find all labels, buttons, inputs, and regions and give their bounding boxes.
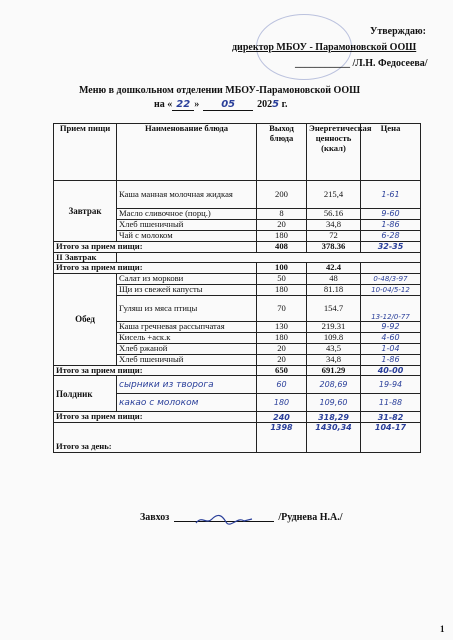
col-header-energy: Энергетическая ценность (ккал) xyxy=(307,124,361,181)
dish-name: Каша гречневая рассыпчатая xyxy=(117,322,257,333)
dish-name: сырники из творога xyxy=(117,376,257,394)
table-row xyxy=(54,274,421,285)
dish-name: Кисель +аск.к xyxy=(117,332,257,343)
dish-price: 9-60 xyxy=(361,209,421,220)
total-label: Итого за прием пищи: xyxy=(54,241,257,252)
dish-energy: 34,8 xyxy=(307,219,361,230)
menu-table xyxy=(53,123,421,453)
handwritten-signature xyxy=(194,513,254,527)
total-label: Итого за прием пищи: xyxy=(54,263,257,274)
date-day: 22 xyxy=(172,99,194,111)
dish-energy: 215,4 xyxy=(307,181,361,209)
total-row-breakfast xyxy=(54,241,421,252)
total-label: Итого за прием пищи: xyxy=(54,412,257,423)
col-header-meal: Прием пищи xyxy=(54,124,117,181)
total-row-lunch xyxy=(54,365,421,376)
dish-name: Каша манная молочная жидкая xyxy=(117,181,257,209)
total-energy: 691.29 xyxy=(307,365,361,376)
day-total-yield: 1398 xyxy=(257,423,307,453)
day-total-price: 104-17 xyxy=(361,423,421,453)
dish-price: 1-04 xyxy=(361,343,421,354)
dish-name: какао с молоком xyxy=(117,394,257,412)
dish-price: 9-92 xyxy=(361,322,421,333)
dish-name: Хлеб ржаной xyxy=(117,343,257,354)
dish-name: Хлеб пшеничный xyxy=(117,219,257,230)
dish-energy: 208,69 xyxy=(307,376,361,394)
dish-energy: 48 xyxy=(307,274,361,285)
dish-name: Салат из моркови xyxy=(117,274,257,285)
col-header-price: Цена xyxy=(361,124,421,181)
dish-price: 11-88 xyxy=(361,394,421,412)
total-price: 40-00 xyxy=(361,365,421,376)
date-year-digit: 5 xyxy=(272,99,280,110)
footer-signature xyxy=(140,512,343,523)
dish-yield: 70 xyxy=(257,296,307,322)
total-energy: 378.36 xyxy=(307,241,361,252)
date-month: 05 xyxy=(203,99,253,111)
meal-label-breakfast: Завтрак xyxy=(54,181,117,242)
dish-yield: 180 xyxy=(257,285,307,296)
dish-yield: 8 xyxy=(257,209,307,220)
dish-energy: 219.31 xyxy=(307,322,361,333)
dish-yield: 180 xyxy=(257,394,307,412)
section-row-second-breakfast xyxy=(54,252,421,263)
total-energy: 318,29 xyxy=(307,412,361,423)
total-yield: 408 xyxy=(257,241,307,252)
approval-signature-line: ___________ /Л.Н. Федосеева/ xyxy=(295,58,428,69)
total-yield: 100 xyxy=(257,263,307,274)
dish-name: Масло сливочное (порц.) xyxy=(117,209,257,220)
col-header-yield: Выход блюда xyxy=(257,124,307,181)
total-row-day xyxy=(54,423,421,453)
meal-label-lunch: Обед xyxy=(54,274,117,365)
dish-energy: 109.8 xyxy=(307,332,361,343)
total-label: Итого за прием пищи: xyxy=(54,365,257,376)
signature-line xyxy=(174,521,274,522)
col-header-dish: Наименование блюда xyxy=(117,124,257,181)
dish-name: Гуляш из мяса птицы xyxy=(117,296,257,322)
dish-yield: 130 xyxy=(257,322,307,333)
dish-energy: 43,5 xyxy=(307,343,361,354)
dish-name: Чай с молоком xyxy=(117,230,257,241)
dish-price: 1-61 xyxy=(361,181,421,209)
dish-price: 1-86 xyxy=(361,219,421,230)
total-price: 32-35 xyxy=(361,241,421,252)
dish-yield: 20 xyxy=(257,343,307,354)
dish-price: 1-86 xyxy=(361,354,421,365)
dish-price: 10-04/5-12 xyxy=(361,285,421,296)
footer-name: /Руднева Н.А./ xyxy=(278,512,343,523)
dish-yield: 180 xyxy=(257,332,307,343)
menu-date: на « 22 » 05 2025 г. xyxy=(154,99,288,110)
total-row-second-breakfast xyxy=(54,263,421,274)
approval-title: Утверждаю: xyxy=(370,26,426,37)
dish-energy: 109,60 xyxy=(307,394,361,412)
meal-label-second-breakfast: II Завтрак xyxy=(54,252,117,263)
table-header-row xyxy=(54,124,421,181)
table-row xyxy=(54,376,421,394)
dish-price: 19-94 xyxy=(361,376,421,394)
dish-energy: 56.16 xyxy=(307,209,361,220)
total-energy: 42.4 xyxy=(307,263,361,274)
dish-energy: 34,8 xyxy=(307,354,361,365)
table-row xyxy=(54,181,421,209)
dish-yield: 60 xyxy=(257,376,307,394)
approval-position: директор МБОУ - Парамоновской ООШ xyxy=(232,42,417,53)
total-yield: 650 xyxy=(257,365,307,376)
dish-price: 4-60 xyxy=(361,332,421,343)
dish-yield: 50 xyxy=(257,274,307,285)
dish-yield: 20 xyxy=(257,354,307,365)
dish-name: Хлеб пшеничный xyxy=(117,354,257,365)
total-yield: 240 xyxy=(257,412,307,423)
total-row-snack xyxy=(54,412,421,423)
dish-energy: 81.18 xyxy=(307,285,361,296)
dish-energy: 154.7 xyxy=(307,296,361,322)
footer-prefix: Завхоз xyxy=(140,512,170,523)
meal-label-snack: Полдник xyxy=(54,376,117,412)
dish-energy: 72 xyxy=(307,230,361,241)
dish-price: 6-28 xyxy=(361,230,421,241)
day-total-label: Итого за день: xyxy=(54,423,257,453)
menu-title: Меню в дошкольном отделении МБОУ-Парамоновской ООШ xyxy=(79,85,361,96)
dish-yield: 200 xyxy=(257,181,307,209)
dish-price: 13-12/0-77 xyxy=(361,296,421,322)
day-total-energy: 1430,34 xyxy=(307,423,361,453)
dish-yield: 20 xyxy=(257,219,307,230)
dish-name: Щи из свежей капусты xyxy=(117,285,257,296)
dish-yield: 180 xyxy=(257,230,307,241)
dish-price: 0-48/3-97 xyxy=(361,274,421,285)
total-price: 31-82 xyxy=(361,412,421,423)
page-number: 1 xyxy=(440,624,445,634)
